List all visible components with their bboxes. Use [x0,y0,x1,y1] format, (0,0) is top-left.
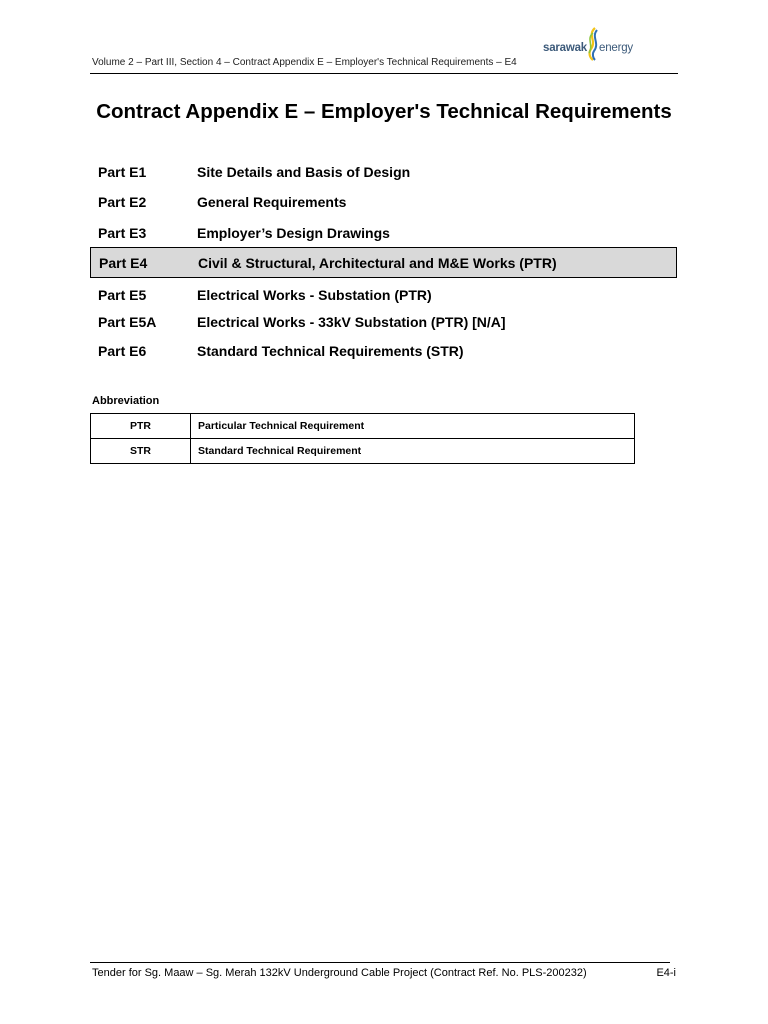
part-row-e1 [90,157,677,187]
running-header: Volume 2 – Part III, Section 4 – Contract Appendix E – Employer's Technical Requirements – E4 [92,57,517,68]
part-row-e5 [90,280,677,310]
logo-word-sarawak: sarawak [543,42,587,54]
part-row-e6 [90,336,677,366]
footer-divider [90,962,670,963]
part-description: Site Details and Basis of Design [197,164,411,180]
abbreviation-table [90,413,635,464]
sarawak-energy-logo [543,27,643,63]
part-description: General Requirements [197,194,347,210]
part-code: Part E5A [98,314,157,330]
part-code: Part E4 [99,255,148,271]
header-divider [90,73,678,74]
part-description: Electrical Works - Substation (PTR) [197,287,432,303]
part-row-e3 [90,218,677,248]
part-row-e5a [90,307,677,337]
part-code: Part E5 [98,287,147,303]
page-number: E4-i [656,967,676,979]
part-description: Civil & Structural, Architectural and M&E Works (PTR) [198,255,557,271]
part-row-e2 [90,187,677,217]
abbreviation-heading: Abbreviation [92,395,160,407]
logo-word-energy: energy [599,42,633,54]
part-code: Part E6 [98,343,147,359]
part-row-e4-current [90,247,677,278]
abbreviation-cell: PTR [91,414,191,439]
page-title: Contract Appendix E – Employer's Technical Requirements [96,100,672,123]
abbreviation-cell: STR [91,439,191,464]
meaning-cell: Particular Technical Requirement [191,414,635,439]
part-code: Part E1 [98,164,147,180]
table-row [91,439,635,464]
footer-project-title: Tender for Sg. Maaw – Sg. Merah 132kV Underground Cable Project (Contract Ref. No. PLS-200232) [92,967,587,979]
table-row [91,414,635,439]
part-code: Part E3 [98,225,147,241]
part-description: Electrical Works - 33kV Substation (PTR) [N/A] [197,314,506,330]
part-description: Employer’s Design Drawings [197,225,390,241]
part-description: Standard Technical Requirements (STR) [197,343,464,359]
meaning-cell: Standard Technical Requirement [191,439,635,464]
part-code: Part E2 [98,194,147,210]
